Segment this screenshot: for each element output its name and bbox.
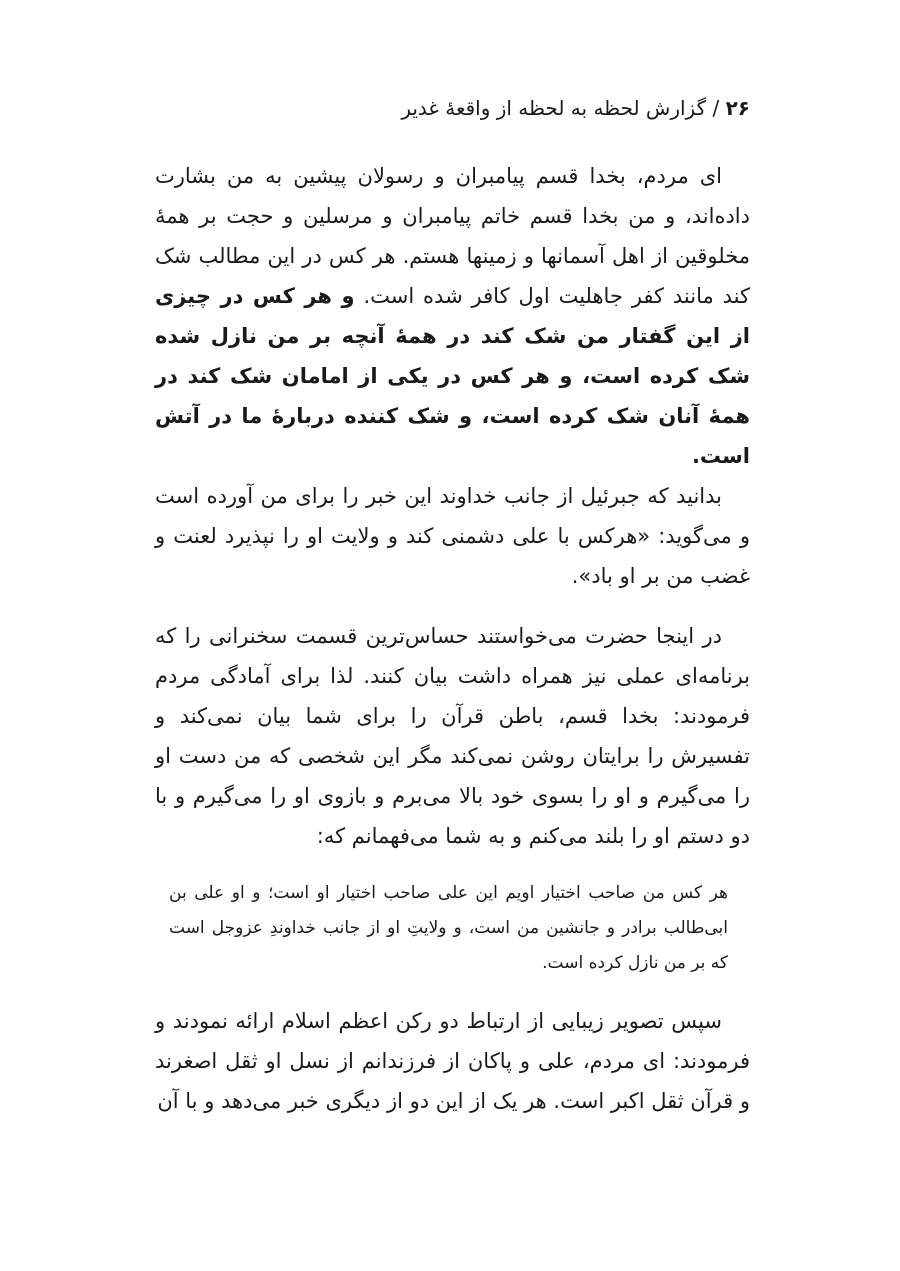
paragraph-3: در اینجا حضرت می‌خواستند حساس‌ترین قسمت سخنرانی را که برنامه‌ای عملی نیز همراه داشت بیان کنند. لذا برای آمادگی مردم فرمودند: بخدا قسم، باطن قرآن را برای شما بیان نمی‌کند و تفسیرش را برایتان روشن نمی‌کند مگر این شخصی که من دست او را می‌گیرم و او را بسوی خود بالا می‌برم و بازوی او را می‌گیرم و با دو دستم او را بلند می‌کنم و به شما می‌فهمانم که:	[155, 624, 750, 848]
document-page	[155, 90, 750, 1121]
page-number: ۲۶	[725, 96, 750, 120]
paragraph-1	[155, 156, 750, 476]
paragraph-1-bold-text: و هر کس در چیزی از این گفتار من شک کند در همهٔ آنچه بر من نازل شده شک کرده است، و هر کس در یکی از امامان شک کند در همهٔ آنان شک کرده است، و شک کننده دربارهٔ ما در آتش است.	[155, 284, 750, 468]
block-quote: هر کس من صاحب اختیار اویم این علی صاحب اختیار او است؛ و او علی بن ابی‌طالب برادر و جانشین من است، و ولایتِ او از جانب خداوندِ عزوجل است که بر من نازل کرده است.	[169, 883, 728, 973]
paragraph-1-text: ای مردم، بخدا قسم پیامبران و رسولان پیشین به من بشارت داده‌اند، و من بخدا قسم خاتم پیامبران و مرسلین و حجت بر همهٔ مخلوقین از اهل آسمانها و زمینها هستم. هر کس در این مطالب شک کند مانند کفر جاهلیت اول کافر شده است.	[155, 164, 751, 308]
paragraph-spacer	[155, 596, 750, 616]
paragraph-2: بدانید که جبرئیل از جانب خداوند این خبر را برای من آورده است و می‌گوید: «هرکس با علی دشمنی کند و ولایت او را نپذیرد لعنت و غضب من بر او باد».	[155, 484, 750, 588]
book-title: گزارش لحظه به لحظه از واقعهٔ غدیر	[401, 96, 707, 120]
paragraph-4: سپس تصویر زیبایی از ارتباط دو رکن اعظم اسلام ارائه نمودند و فرمودند: ای مردم، علی و پاکان از فرزندانم از نسل او ثقل اصغرند و قرآن ثقل اکبر است. هر یک از این دو از دیگری خبر می‌دهد و با آن	[155, 1009, 750, 1113]
running-header	[155, 90, 750, 126]
header-separator: /	[706, 96, 726, 120]
